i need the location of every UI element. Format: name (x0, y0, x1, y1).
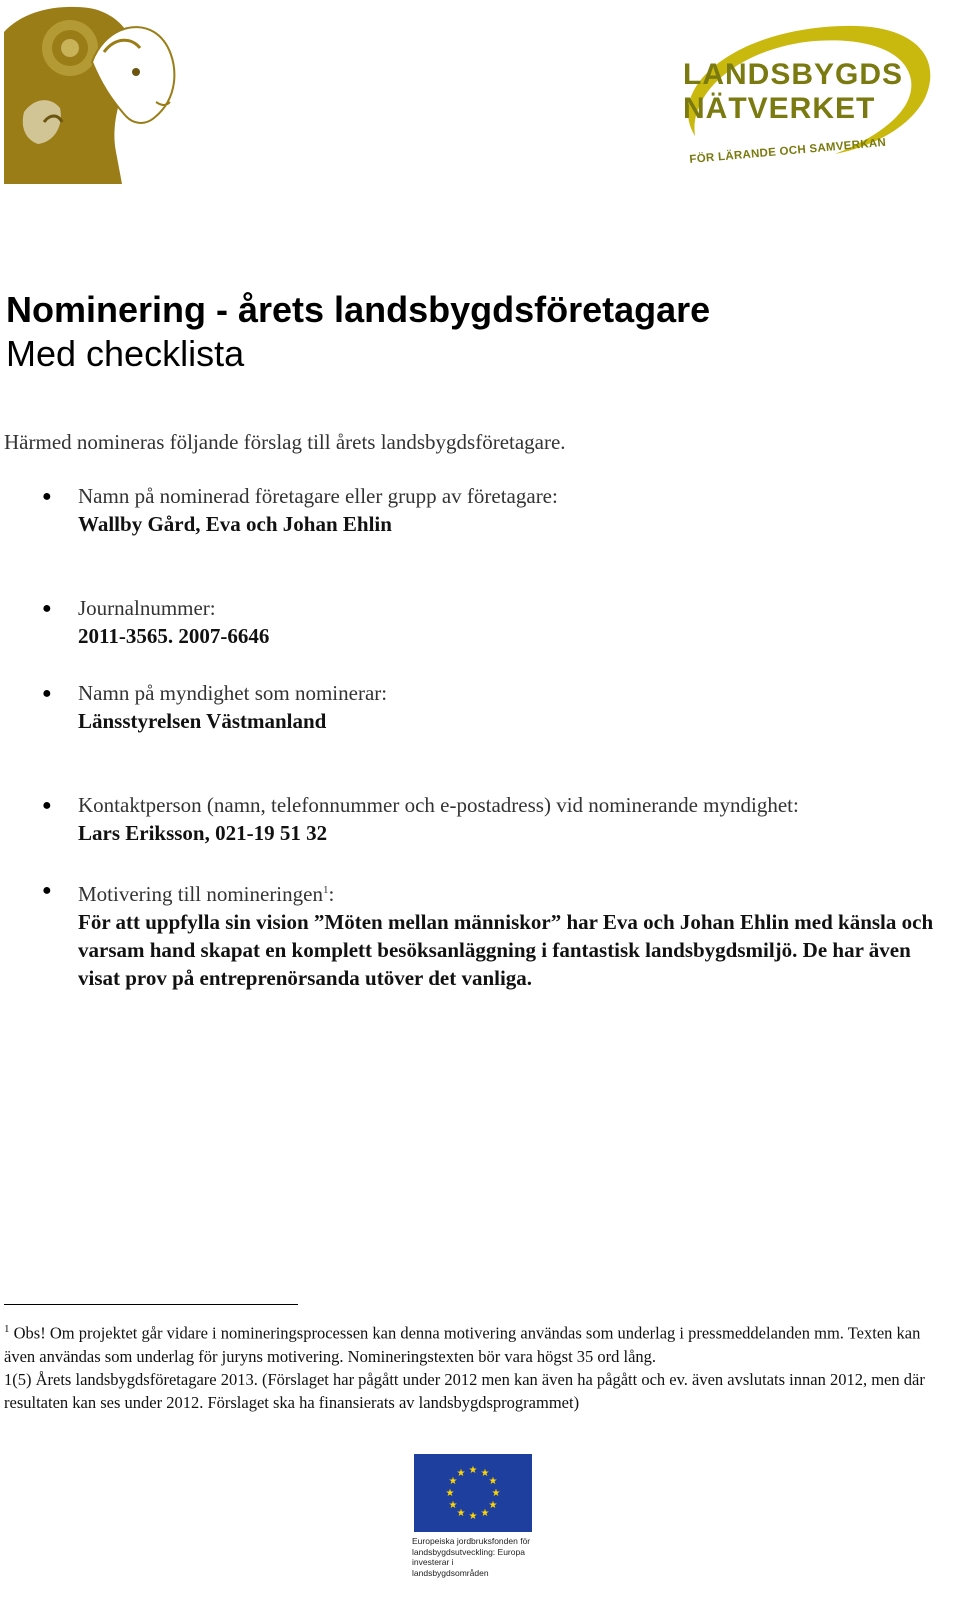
bullet-icon: ● (42, 685, 52, 702)
svg-text:★: ★ (445, 1488, 455, 1499)
svg-text:★: ★ (468, 1511, 478, 1522)
eu-flag-icon (414, 1454, 532, 1532)
svg-text:★: ★ (468, 1465, 478, 1476)
intro-text: Härmed nomineras följande förslag till årets landsbygdsföretagare. (4, 430, 566, 454)
checklist-item (42, 482, 958, 538)
svg-text:★: ★ (480, 1468, 490, 1479)
page-subtitle: Med checklista (6, 333, 245, 374)
svg-text:★: ★ (448, 1500, 458, 1511)
svg-text:★: ★ (491, 1488, 501, 1499)
eu-logo (412, 1452, 532, 1601)
item-question: Journalnummer: (78, 596, 216, 620)
checklist-item (42, 679, 958, 735)
item-question: Namn på myndighet som nominerar: (78, 681, 388, 705)
footnote-divider (4, 1304, 298, 1305)
svg-text:★: ★ (456, 1468, 466, 1479)
footnote-1 (4, 1318, 949, 1368)
item-question (78, 876, 958, 908)
logo-line-2: NÄTVERKET (683, 92, 876, 125)
item-answer: Länsstyrelsen Västmanland (78, 709, 327, 733)
page-title: Nominering - årets landsbygdsföretagare (6, 289, 711, 330)
footnote-2: 1(5) Årets landsbygdsföretagare 2013. (Förslaget har pågått under 2012 men kan även ha pågått och ev. även avslutats innan 2012, men där resultaten kan ses under 2012. Förslaget ska ha finansierats av landsbygdsprogrammet) (4, 1369, 925, 1412)
footnote-1-text: Obs! Om projektet går vidare i nomineringsprocessen kan denna motivering användas som underlag i pressmeddelanden mm. Texten kan även användas som underlag för juryns motivering. Nomineringstexten bör vara högst 35 ord lång. (4, 1323, 921, 1366)
logo-line-1: LANDSBYGDS (683, 58, 904, 91)
checklist-item (42, 876, 958, 992)
document-title-block (6, 288, 946, 376)
svg-text:★: ★ (488, 1476, 498, 1487)
svg-text:★: ★ (480, 1508, 490, 1519)
landsbygdsnatverket-logo (675, 18, 955, 188)
item-answer: Wallby Gård, Eva och Johan Ehlin (78, 512, 392, 536)
svg-text:★: ★ (488, 1500, 498, 1511)
bullet-icon: ● (42, 882, 52, 899)
footnote-marker: 1 (4, 1323, 10, 1335)
checklist-item (42, 791, 958, 847)
bullet-icon: ● (42, 488, 52, 505)
checklist-item (42, 594, 958, 650)
logo-tagline: FÖR LÄRANDE OCH SAMVERKAN (689, 136, 887, 166)
eu-caption: Europeiska jordbruksfonden för landsbygdsutveckling: Europa investerar i landsbygdsområden (412, 1536, 531, 1578)
item-question-text: Motivering till nomineringen (78, 882, 323, 906)
item-answer: 2011-3565. 2007-6646 (78, 624, 270, 648)
ram-emblem-icon (4, 2, 180, 184)
svg-text:★: ★ (448, 1476, 458, 1487)
bullet-icon: ● (42, 797, 52, 814)
item-question: Kontaktperson (namn, telefonnummer och e-postadress) vid nominerande myndighet: (78, 793, 799, 817)
svg-text:★: ★ (456, 1508, 466, 1519)
bullet-icon: ● (42, 600, 52, 617)
item-question: Namn på nominerad företagare eller grupp av företagare: (78, 484, 558, 508)
footnote-ref: 1 (322, 884, 329, 896)
item-answer: För att uppfylla sin vision ”Möten mellan människor” har Eva och Johan Ehlin med känsla och varsam hand skapat en komplett besöksanläggning i fantastisk landsbygdsmiljö. De har även visat prov på entreprenörsanda utöver det vanliga. (78, 910, 934, 990)
item-question-suffix: : (328, 882, 335, 906)
footnotes (4, 1318, 949, 1414)
item-answer: Lars Eriksson, 021-19 51 32 (78, 821, 328, 845)
